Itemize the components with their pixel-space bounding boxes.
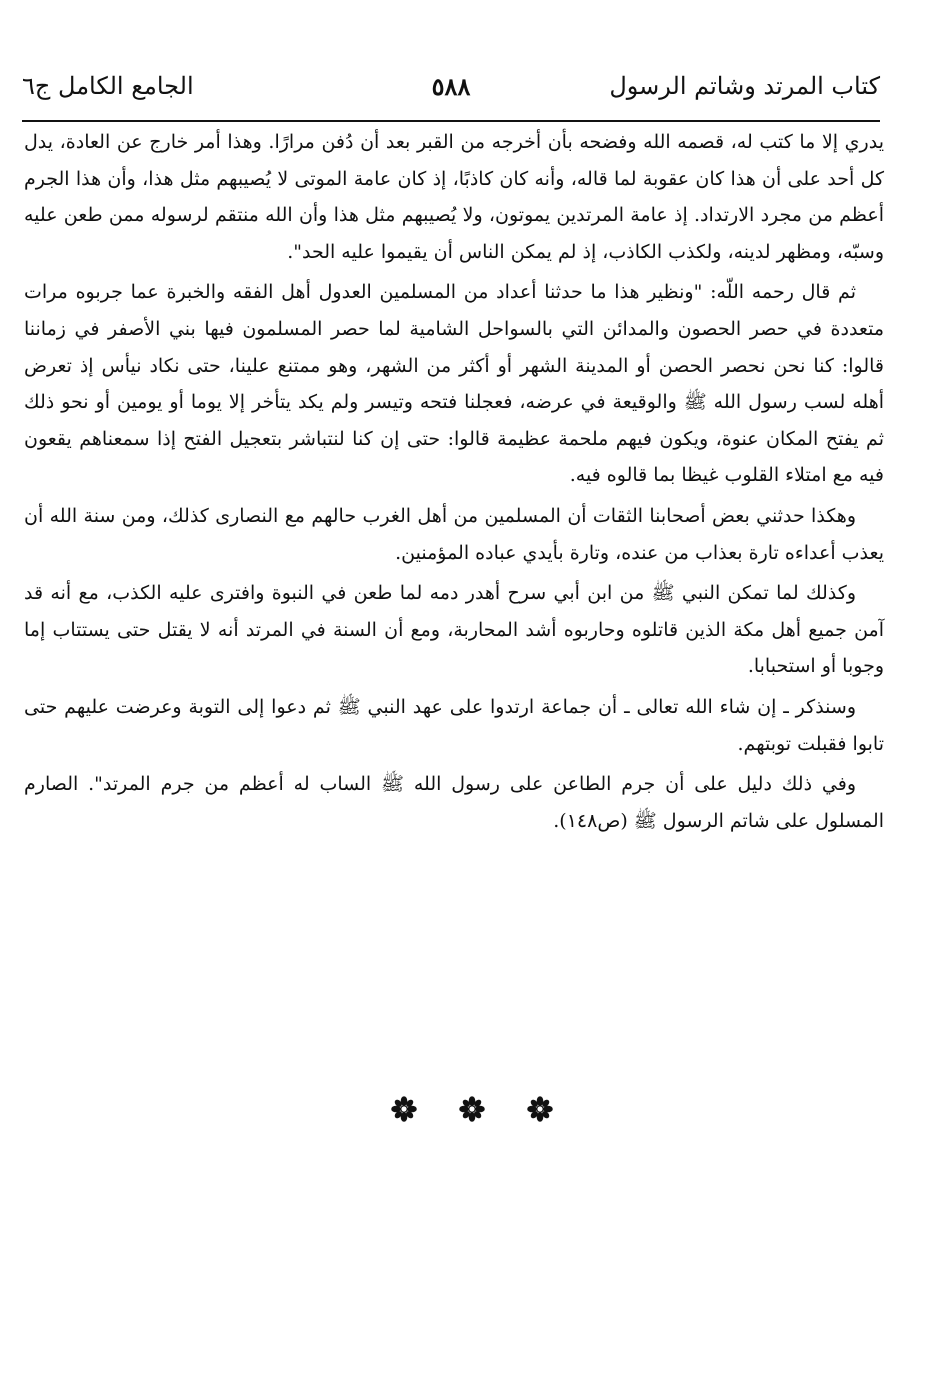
header-divider	[22, 120, 880, 122]
page-number: ٥٨٨	[431, 72, 471, 101]
paragraph-1: يدري إلا ما كتب له، قصمه الله وفضحه بأن أخرجه من القبر بعد أن دُفن مرارًا. وهذا أمر خارج عن العادة، يدل كل أحد على أن هذا كان عقوبة لما قاله، وأنه كان كاذبًا، إذ كان عامة الموتى لا يُصيبهم مثل هذا، وأن هذا الجرم أعظم من مجرد الارتداد. إذ عامة المرتدين يموتون، ولا يُصيبهم مثل هذا وأن الله منتقم لرسوله ممن طعن عليه وسبّه، ومظهر لدينه، ولكذب الكاذب، إذ لم يمكن الناس أن يقيموا عليه الحد".	[24, 131, 884, 263]
paragraph-5: وسنذكر ـ إن شاء الله تعالى ـ أن جماعة ارتدوا على عهد النبي ﷺ ثم دعوا إلى التوبة وعرضت عليهم حتى تابوا فقبلت توبتهم.	[24, 695, 884, 755]
running-header	[22, 68, 880, 112]
paragraph-4: وكذلك لما تمكن النبي ﷺ من ابن أبي سرح أهدر دمه لما طعن في النبوة وافترى عليه الكذب، مع أنه قد آمن جميع أهل مكة الذين قاتلوه وحاربوه أشد المحاربة، ومع أن السنة في المرتد أنه لا يقتل حتى يستتاب إما وجوبا أو استحبابا.	[24, 582, 884, 678]
paragraph-2: ثم قال رحمه اللّه: "ونظير هذا ما حدثنا أعداد من المسلمين العدول أهل الفقه والخبرة عما جربوه مرات متعددة في حصر الحصون والمدائن التي بالسواحل الشامية لما حصر المسلمون فيها بني الأصفر في زماننا قالوا: كنا نحن نحصر الحصن أو المدينة الشهر أو أكثر من الشهر، وهو ممتنع علينا، حتى نكاد نيأس إذ تعرض أهله لسب رسول الله ﷺ والوقيعة في عرضه، فعجلنا فتحه وتيسر ولم يكد يتأخر إلا يوما أو يومين أو نحو ذلك ثم يفتح المكان عنوة، ويكون فيهم ملحمة عظيمة قالوا: حتى إن كنا لنتباشر بتعجيل الفتح إذا سمعناهم يقعون فيه مع امتلاء القلوب غيظا بما قالوه فيه.	[24, 281, 884, 487]
paragraph-3: وهكذا حدثني بعض أصحابنا الثقات أن المسلمين من أهل الغرب حالهم مع النصارى كذلك، ومن سنة الله أن يعذب أعداءه تارة بعذاب من عنده، وتارة بأيدي عباده المؤمنين.	[24, 504, 884, 564]
header-volume-title: الجامع الكامل ج٦	[22, 72, 194, 100]
flower-ornament-icon	[459, 1096, 485, 1122]
body-text	[24, 124, 884, 839]
flower-ornament-icon	[391, 1096, 417, 1122]
paragraph-6: وفي ذلك دليل على أن جرم الطاعن على رسول الله ﷺ الساب له أعظم من جرم المرتد". الصارم المسلول على شاتم الرسول ﷺ (ص١٤٨).	[24, 773, 884, 832]
flower-ornament-icon	[527, 1096, 553, 1122]
section-end-ornaments	[0, 1096, 944, 1122]
header-book-title: كتاب المرتد وشاتم الرسول	[609, 72, 880, 100]
